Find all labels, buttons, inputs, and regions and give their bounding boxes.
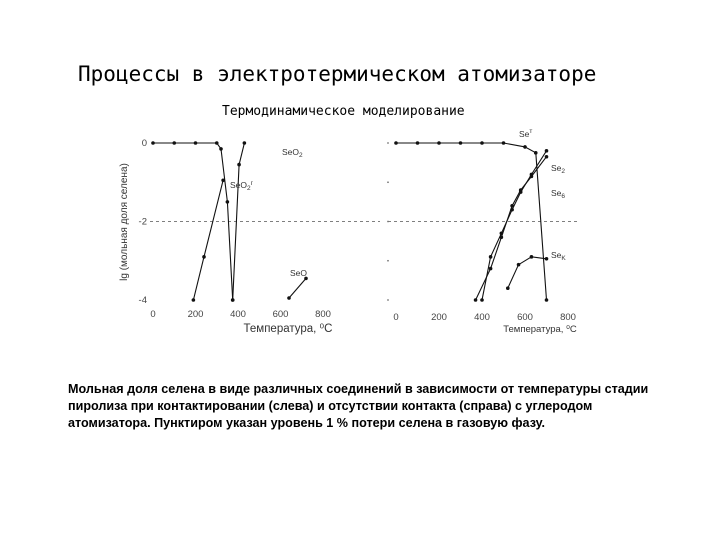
left-label-seo: SeO [290,268,308,278]
right-series-point-se6 [489,267,493,271]
left-y-tick-label: -4 [138,295,147,306]
right-series-point-se6 [519,188,523,192]
left-series-point-se [219,147,223,151]
right-y-tick-mark [387,260,389,262]
right-y-tick-mark [387,142,389,144]
left-chart [119,138,380,335]
right-x-tick-label: 800 [560,312,576,323]
right-x-tick-label: 600 [517,312,533,323]
right-chart [387,128,580,335]
right-series-point-se [459,141,463,145]
right-x-tick-label: 0 [393,312,399,323]
right-label-se-t: $Se^т$ [519,128,533,139]
right-series-point-se6 [500,235,504,239]
right-label-se2: $Se_2$ [551,163,566,175]
left-series-point-seo2 [237,163,241,167]
right-series-point-se [437,141,441,145]
left-x-axis-label: Температура, ⁰С [243,323,333,335]
left-x-tick-label: 400 [230,309,246,320]
right-x-axis-label: Температура, ⁰С [503,324,577,335]
left-x-tick-label: 800 [315,309,331,320]
left-series-point-seo2 [243,141,247,145]
left-y-tick-label: -2 [138,216,147,228]
right-series-point-se [523,145,527,149]
left-y-tick-label: 0 [141,138,147,149]
left-label-seo2g: SeO$_2^г$ [230,180,254,192]
right-series-point-se [480,141,484,145]
right-y-tick-mark [387,181,389,183]
slide-subtitle: Термодинамическое моделирование [222,104,465,119]
left-series-line-seo2 [193,180,223,300]
right-series-point-se6 [545,155,549,159]
left-y-axis-label: lg (мольная доля селена) [119,163,130,281]
left-x-tick-label: 600 [272,309,289,320]
right-label-sek: $Se_K$ [551,250,566,262]
right-series-point-sek [545,257,549,261]
right-series-line-sek [508,257,547,288]
right-x-tick-label: 400 [474,312,490,323]
left-series-point-se [172,141,176,145]
right-series-point-se6 [510,204,514,208]
right-series-point-se6 [530,175,534,179]
left-series-point-se [151,141,155,145]
right-series-point-se [502,141,506,145]
left-series-point-seo2 [231,298,235,302]
left-series-point-seo2 [192,298,196,302]
left-label-seo2: SeO$_2$ [282,147,303,159]
left-series-point-se [215,141,219,145]
left-series-point-seo [287,296,291,300]
right-series-point-se2 [480,298,484,302]
right-series-point-se [545,298,549,302]
left-series-point-seo2 [221,178,225,182]
right-label-se6: $Se_6$ [551,188,566,200]
right-series-line-se6 [476,157,547,300]
right-x-tick-label: 200 [431,312,447,323]
left-series-point-seo2 [202,255,206,259]
right-series-point-se6 [474,298,478,302]
left-series-point-se [226,200,230,204]
right-y-tick-mark [387,299,389,301]
right-series-point-se [534,151,538,155]
right-series-point-sek [530,255,534,259]
left-x-tick-label: 0 [150,309,156,320]
right-series-point-sek [506,286,510,290]
slide-title: Процессы в электротермическом атомизаторе [78,62,597,86]
right-series-point-se2 [489,255,493,259]
left-series-point-se [194,141,198,145]
right-y-tick-mark [387,221,389,223]
right-series-point-se [416,141,420,145]
right-series-point-se2 [545,149,549,153]
left-x-tick-label: 200 [187,309,204,320]
left-series-line-seo [289,278,306,298]
figure-caption: Мольная доля селена в виде различных соединений в зависимости от температуры стадии пиролиза при контактировании (слева) и отсутствии контакта (справа) с углеродом атомизатора. Пунктиром указан уровень 1 % потери селена в газовую фазу. [68,382,649,430]
right-series-point-se [394,141,398,145]
right-series-point-sek [517,263,521,267]
